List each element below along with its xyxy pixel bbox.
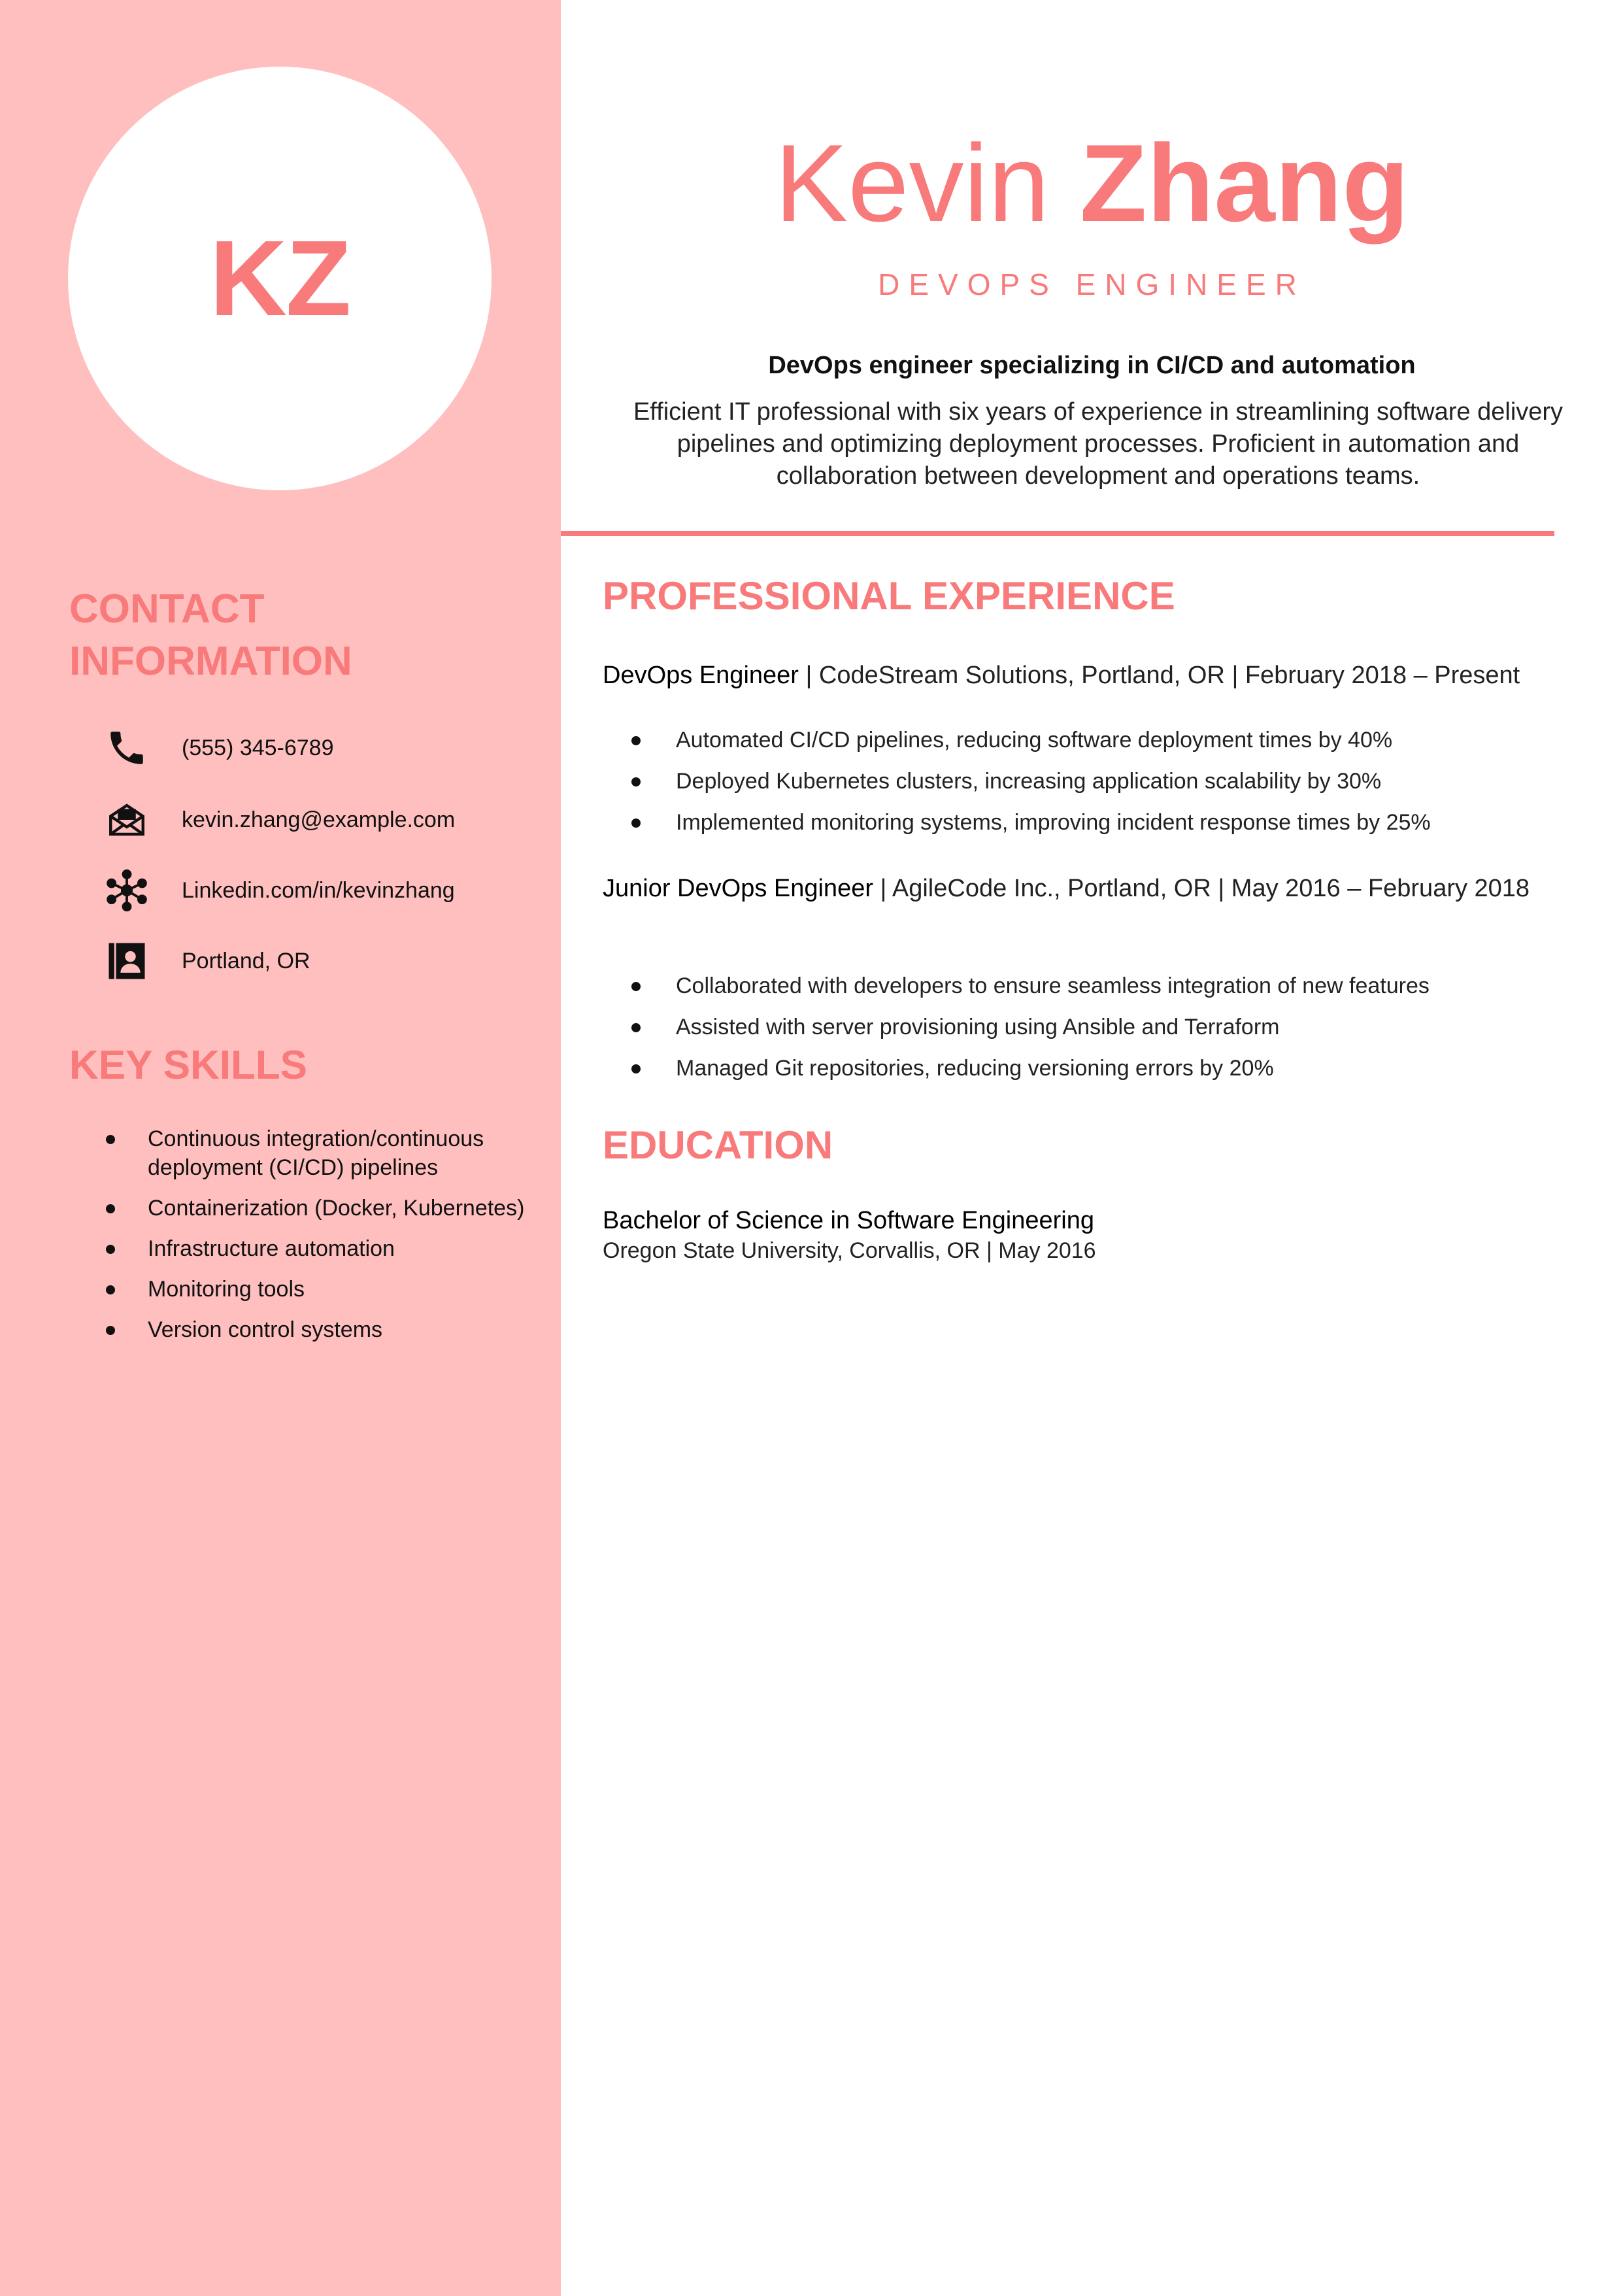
job-title-2 [603,872,1531,905]
school: Oregon State University, Corvallis, OR | May 2016 [603,1238,1096,1263]
contact-email [103,796,455,843]
job-details: | CodeStream Solutions, Portland, OR | February 2018 – Present [798,662,1520,689]
tagline: DevOps engineer specializing in CI/CD and automation [768,352,1416,379]
page-title [561,118,1623,248]
contact-linkedin-text[interactable]: Linkedin.com/in/kevinzhang [182,877,455,903]
contact-heading [69,583,352,688]
contact-email-text[interactable]: kevin.zhang@example.com [182,807,456,832]
contact-card-icon [103,937,150,985]
contact-location [103,937,310,985]
list-item: Infrastructure automation [69,1234,527,1263]
degree: Bachelor of Science in Software Engineering [603,1207,1095,1234]
list-item: Version control systems [69,1315,527,1344]
contact-heading-line1: CONTACT [69,586,265,632]
phone-icon [103,724,150,771]
avatar-initials: KZ [209,218,350,338]
list-item: Deployed Kubernetes clusters, increasing application scalability by 30% [603,767,1531,796]
contact-location-text: Portland, OR [182,948,310,973]
job-2-bullets [603,971,1531,1095]
job-1-bullets [603,726,1531,849]
education-heading: EDUCATION [603,1123,833,1167]
skills-list [69,1124,527,1356]
job-role: DEVOPS ENGINEER [878,267,1306,301]
skills-heading: KEY SKILLS [69,1043,308,1088]
experience-heading: PROFESSIONAL EXPERIENCE [603,574,1175,618]
list-item: Continuous integration/continuous deployment (CI/CD) pipelines [69,1124,527,1182]
summary: Efficient IT professional with six years of experience in streamlining software delivery pipelines and optimizing deployment processes. Proficient in automation and collaboration between development and operations teams. [633,398,1564,490]
job-title-1 [603,659,1531,692]
first-name: Kevin [775,122,1050,245]
list-item: Managed Git repositories, reducing versioning errors by 20% [603,1054,1531,1083]
contact-heading-line2: INFORMATION [69,639,352,684]
job-details: | AgileCode Inc., Portland, OR | May 2016 – February 2018 [873,875,1530,902]
mail-icon [103,796,150,843]
list-item: Collaborated with developers to ensure seamless integration of new features [603,971,1531,1000]
list-item: Monitoring tools [69,1275,527,1304]
list-item: Containerization (Docker, Kubernetes) [69,1194,527,1223]
contact-phone-text[interactable]: (555) 345-6789 [182,735,334,760]
list-item: Assisted with server provisioning using Ansible and Terraform [603,1013,1531,1041]
avatar [68,67,492,490]
job-position: Junior DevOps Engineer [603,875,873,902]
divider [561,531,1554,536]
sidebar [0,0,561,2296]
job-position: DevOps Engineer [603,662,799,689]
network-icon [103,867,150,914]
last-name: Zhang [1080,122,1409,245]
contact-linkedin [103,867,455,914]
list-item: Automated CI/CD pipelines, reducing software deployment times by 40% [603,726,1531,754]
list-item: Implemented monitoring systems, improving incident response times by 25% [603,808,1531,837]
contact-phone [103,724,334,771]
